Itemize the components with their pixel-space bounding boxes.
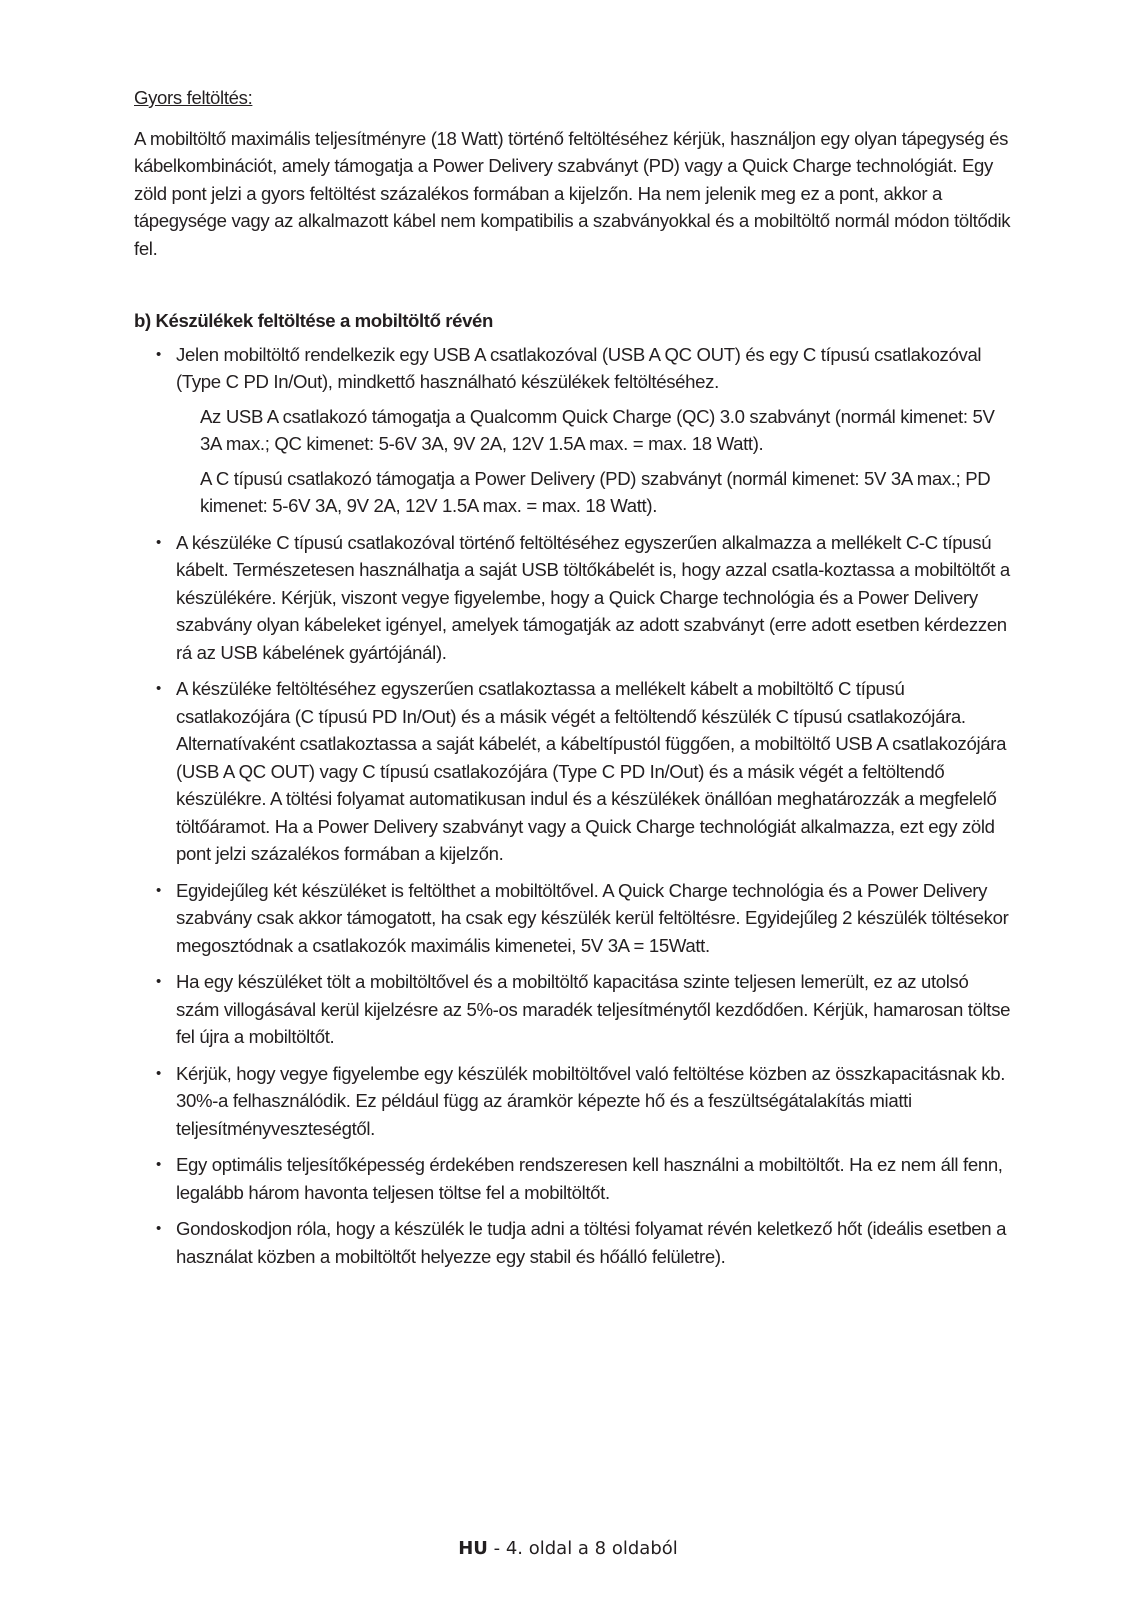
- list-item-text: A készüléke feltöltéséhez egyszerűen csatlakoztassa a mellékelt kábelt a mobiltöltő C típusú csatlakozójára (C típusú PD In/Out) és a másik végét a feltöltendő készülék C típusú csatlakozójára. Alternatívaként csatlakoztassa a saját kábelét, a kábeltípustól függően, a mobiltöltő USB A csatlakozójára (USB A QC OUT) vagy C típusú csatlakozójára (Type C PD In/Out) és a másik végét a feltöltendő készülékre. A töltési folyamat automatikusan indul és a készülékek önállóan meghatározzák a megfelelő töltőáramot. Ha a Power Delivery szabványt vagy a Quick Charge technológiát alkalmazza, ezt egy zöld pont jelzi százalékos formában a kijelzőn.: [176, 678, 1007, 864]
- list-item: [134, 529, 1014, 667]
- usb-a-spec: Az USB A csatlakozó támogatja a Qualcomm Quick Charge (QC) 3.0 szabványt (normál kimenet: 5V 3A max.; QC kimenet: 5-6V 3A, 9V 2A, 12V 1.5A max. = max. 18 Watt).: [200, 405, 995, 454]
- bullet-icon: •: [156, 533, 161, 551]
- usb-c-spec: A C típusú csatlakozó támogatja a Power Delivery (PD) szabványt (normál kimenet: 5V 3A max.; PD kimenet: 5-6V 3A, 9V 2A, 12V 1.5A max. = max. 18 Watt).: [200, 467, 991, 516]
- bullet-icon: •: [156, 1156, 161, 1173]
- section-b-title: b) Készülékek feltöltése a mobiltöltő révén: [134, 310, 493, 331]
- language-code: HU: [458, 1538, 488, 1559]
- list-item-text: A készüléke C típusú csatlakozóval történő feltöltéséhez egyszerűen alkalmazza a mellékelt C-C típusú kábelt. Természetesen használhatja a saját USB töltőkábelét is, hogy azzal csatla-koztassa a mobiltöltőt a készülékére. Kérjük, viszont vegye figyelembe, hogy a Quick Charge technológia és a Power Delivery szabvány olyan kábeleket igényel, amelyek támogatják az adott szabványt (erre adott esetben kérdezzen rá az USB kábelének gyártójánál).: [176, 531, 1010, 663]
- list-item-text: Egyidejűleg két készüléket is feltölthet a mobiltöltővel. A Quick Charge technológia és a Power Delivery szabvány csak akkor támogatott, ha csak egy készülék kerül feltöltésre. Egyidejűleg 2 készülék töltésekor megosztódnak a csatlakozók maximális kimenetei, 5V 3A = 15Watt.: [176, 879, 1009, 956]
- list-item-text: Gondoskodjon róla, hogy a készülék le tudja adni a töltési folyamat révén keletkező hőt (ideális esetben a használat közben a mobiltöltőt helyezze egy stabil és hőálló felületre).: [176, 1218, 1007, 1267]
- list-item-text: Kérjük, hogy vegye figyelembe egy készülék mobiltöltővel való feltöltése közben az összkapacitásnak kb. 30%-a felhasználódik. Ez például függ az áramkör képezte hő és a feszültségátalakítás miatti teljesítményveszteségtől.: [176, 1062, 1006, 1139]
- page-number: - 4. oldal a 8 oldaból: [487, 1538, 678, 1559]
- list-item: [134, 1151, 1014, 1206]
- bullet-icon: •: [156, 680, 161, 697]
- section-b-list: [134, 341, 1014, 1271]
- page-content: [134, 84, 1014, 1279]
- list-item: [134, 877, 1014, 960]
- list-item-text: Ha egy készüléket tölt a mobiltöltővel és a mobiltöltő kapacitása szinte teljesen lemerült, ez az utolsó szám villogásával kerül kijelzésre az 5%-os maradék teljesítménytől kezdődően. Kérjük, hamarosan töltse fel újra a mobiltöltőt.: [176, 971, 1011, 1047]
- bullet-icon: •: [156, 345, 161, 363]
- list-item: [134, 1060, 1014, 1143]
- list-item: [134, 1215, 1014, 1270]
- page-footer: [0, 1538, 1136, 1559]
- list-item: [134, 968, 1014, 1051]
- list-item: [134, 341, 1014, 520]
- bullet-icon: •: [156, 1220, 161, 1237]
- bullet-icon: •: [156, 881, 161, 899]
- list-item-text: Egy optimális teljesítőképesség érdekében rendszeresen kell használni a mobiltöltőt. Ha ez nem áll fenn, legalább három havonta teljesen töltse fel a mobiltöltőt.: [176, 1154, 1003, 1203]
- fast-charging-paragraph: A mobiltöltő maximális teljesítményre (18 Watt) történő feltöltéséhez kérjük, használjon egy olyan tápegység és kábelkombinációt, amely támogatja a Power Delivery szabványt (PD) vagy a Quick Charge technológiát. Egy zöld pont jelzi a gyors feltöltést százalékos formában a kijelzőn. Ha nem jelenik meg ez a pont, akkor a tápegysége vagy az alkalmazott kábel nem kompatibilis a szabványokkal és a mobiltöltő normál módon töltődik fel.: [134, 127, 1011, 259]
- bullet-icon: •: [156, 1064, 161, 1082]
- bullet-icon: •: [156, 973, 161, 990]
- fast-charging-heading: Gyors feltöltés:: [134, 87, 253, 108]
- list-item-text: Jelen mobiltöltő rendelkezik egy USB A csatlakozóval (USB A QC OUT) és egy C típusú csatlakozóval (Type C PD In/Out), mindkettő használható készülékek feltöltéséhez.: [176, 343, 982, 392]
- list-item: [134, 675, 1014, 868]
